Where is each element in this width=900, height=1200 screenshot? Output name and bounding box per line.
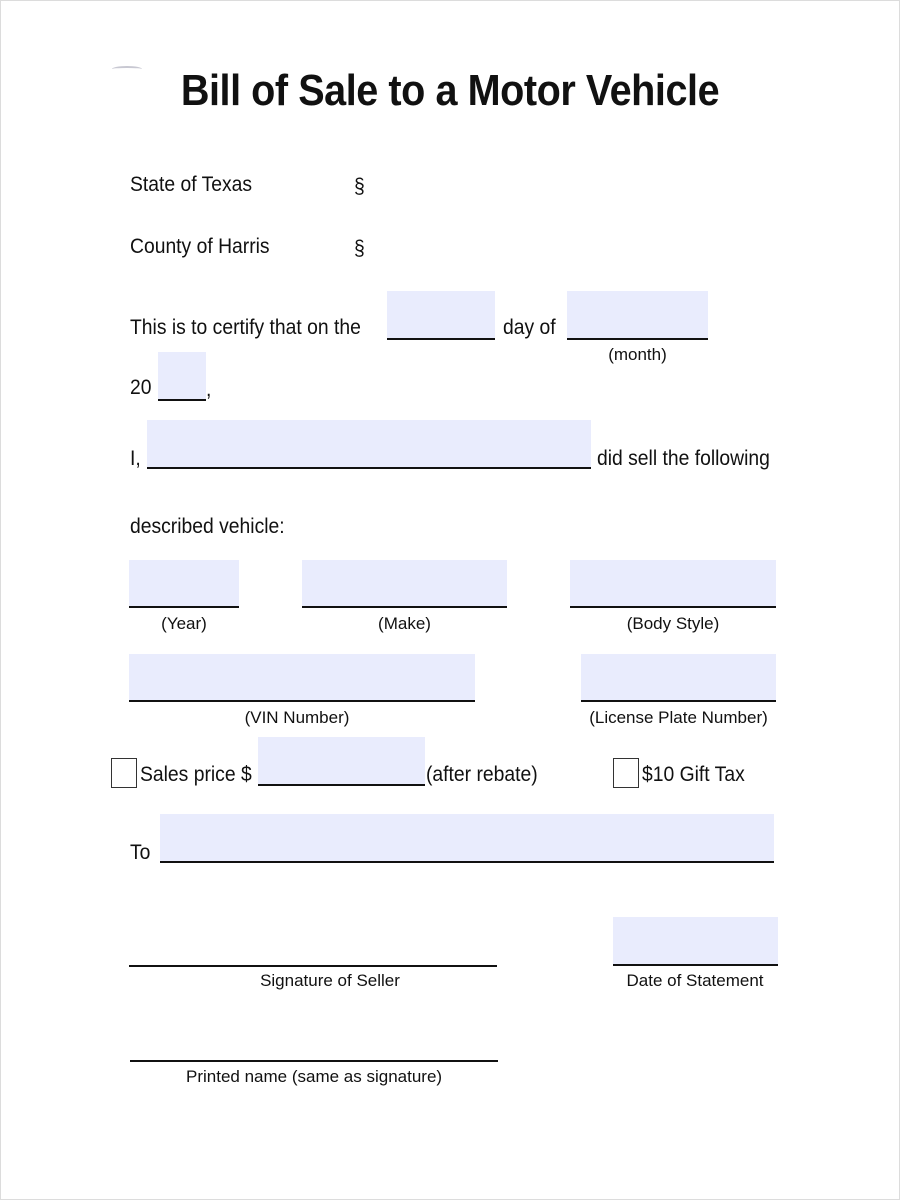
seller-name-field[interactable] (147, 420, 591, 469)
year-comma: , (206, 378, 212, 401)
license-plate-caption: (License Plate Number) (589, 708, 768, 727)
vehicle-year-field[interactable] (129, 560, 239, 608)
gift-tax-checkbox[interactable] (613, 758, 639, 788)
printed-name-line[interactable] (130, 1040, 498, 1062)
document-title: Bill of Sale to a Motor Vehicle (180, 66, 720, 115)
year-caption: (Year) (161, 614, 207, 633)
year-suffix-field[interactable] (158, 352, 206, 401)
county-section-symbol: § (354, 237, 365, 260)
seller-signature-line[interactable] (129, 945, 497, 967)
sales-price-field[interactable] (258, 737, 425, 786)
day-field[interactable] (387, 291, 495, 340)
make-caption: (Make) (378, 614, 431, 633)
date-statement-caption: Date of Statement (626, 971, 764, 990)
month-field[interactable] (567, 291, 708, 340)
vehicle-make-field[interactable] (302, 560, 507, 608)
day-of-text: day of (503, 316, 556, 339)
described-vehicle-text: described vehicle: (130, 515, 285, 538)
buyer-name-field[interactable] (160, 814, 774, 863)
did-sell-text: did sell the following (597, 447, 770, 470)
state-section-symbol: § (354, 175, 365, 198)
date-of-statement-field[interactable] (613, 917, 778, 966)
body-style-caption: (Body Style) (626, 614, 720, 633)
to-label: To (130, 841, 151, 864)
license-plate-field[interactable] (581, 654, 776, 702)
printed-name-caption: Printed name (same as signature) (186, 1067, 443, 1086)
year-prefix: 20 (130, 376, 152, 399)
vin-caption: (VIN Number) (244, 708, 350, 727)
signature-seller-caption: Signature of Seller (260, 971, 400, 990)
sales-price-label: Sales price $ (140, 763, 252, 786)
county-label: County of Harris (130, 235, 270, 258)
body-style-field[interactable] (570, 560, 776, 608)
month-caption: (month) (608, 345, 667, 364)
certify-text: This is to certify that on the (130, 316, 361, 339)
i-label: I, (130, 447, 141, 470)
gift-tax-label: $10 Gift Tax (642, 763, 745, 786)
sales-price-checkbox[interactable] (111, 758, 137, 788)
after-rebate-text: (after rebate) (426, 763, 538, 786)
state-label: State of Texas (130, 173, 253, 196)
vin-field[interactable] (129, 654, 475, 702)
